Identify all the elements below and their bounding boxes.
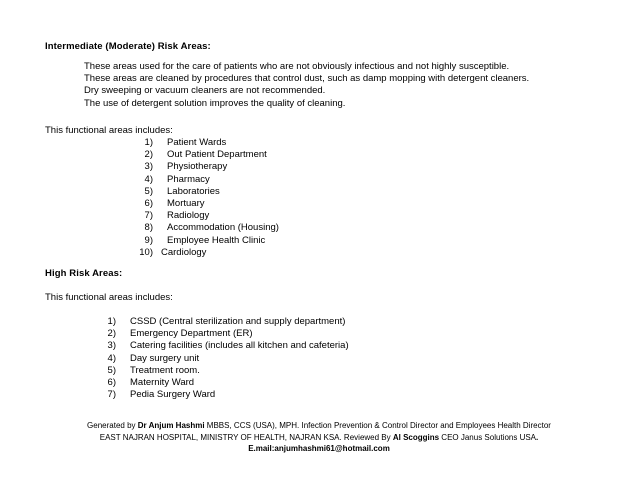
list-text: Pharmacy <box>167 173 210 185</box>
list-item <box>86 328 349 340</box>
footer-line <box>0 420 638 432</box>
list-text: Out Patient Department <box>167 149 267 161</box>
list-item <box>130 186 279 198</box>
description-line: These areas are cleaned by procedures that control dust, such as damp mopping with detergent cleaners. <box>84 73 530 85</box>
description-line: The use of detergent solution improves the quality of cleaning. <box>84 97 346 109</box>
list-number: 4) <box>107 352 116 364</box>
footer-text: EAST NAJRAN HOSPITAL, MINISTRY OF HEALTH, NAJRAN KSA. Reviewed By <box>99 432 393 442</box>
list-item <box>86 316 349 328</box>
list-number: 7) <box>144 210 153 222</box>
list-text: Laboratories <box>167 185 220 197</box>
list-number: 5) <box>107 364 116 376</box>
list-number: 1) <box>107 316 116 327</box>
footer-reviewer-title: CEO Janus Solutions USA <box>439 432 537 442</box>
intermediate-intro: This functional areas includes: <box>45 125 173 136</box>
intermediate-heading: Intermediate (Moderate) Risk Areas: <box>45 41 211 52</box>
list-number: 6) <box>144 198 153 210</box>
list-number: 10) <box>139 246 153 258</box>
list-item <box>86 340 349 352</box>
high-risk-heading: High Risk Areas: <box>45 268 123 279</box>
description-line: Dry sweeping or vacuum cleaners are not recommended. <box>84 85 326 97</box>
list-item <box>86 365 349 377</box>
list-number: 3) <box>144 161 153 173</box>
footer-email: E.mail:anjumhashmi61@hotmail.com <box>248 444 390 453</box>
list-number: 7) <box>107 389 116 401</box>
list-item <box>130 222 279 234</box>
list-number: 4) <box>144 173 153 185</box>
list-text: Employee Health Clinic <box>167 234 266 246</box>
list-number: 3) <box>107 340 116 352</box>
list-number: 5) <box>144 185 153 197</box>
list-text: Radiology <box>167 210 210 222</box>
list-text: Pedia Surgery Ward <box>130 389 216 401</box>
list-item <box>130 161 279 173</box>
list-item <box>86 377 349 389</box>
list-text: Physiotherapy <box>167 161 228 173</box>
list-item <box>130 137 279 149</box>
footer-author-credentials: MBBS, CCS (USA), MPH. Infection Prevention & Control Director and Employees Health Director <box>204 421 551 430</box>
list-number: 6) <box>107 377 116 389</box>
list-number: 2) <box>107 328 116 340</box>
list-text: Patient Wards <box>167 137 227 148</box>
list-text: Treatment room. <box>130 364 200 376</box>
list-item <box>130 174 279 186</box>
footer-reviewer: Al Scoggins <box>392 432 440 442</box>
list-number: 8) <box>144 222 153 234</box>
list-number: 2) <box>144 149 153 161</box>
high-risk-list <box>86 316 349 401</box>
list-number: 1) <box>144 137 153 148</box>
list-item <box>130 210 279 222</box>
list-text: Emergency Department (ER) <box>130 328 253 340</box>
list-text: Mortuary <box>167 198 205 210</box>
footer-author: Dr Anjum Hashmi <box>137 421 205 430</box>
list-text: Accommodation (Housing) <box>167 222 279 234</box>
intermediate-description <box>84 61 529 110</box>
intermediate-list <box>130 137 279 259</box>
footer-text: Generated by <box>87 421 138 430</box>
list-text: Day surgery unit <box>130 352 200 364</box>
list-text: Cardiology <box>161 246 207 258</box>
list-item <box>130 198 279 210</box>
footer-line <box>0 432 638 444</box>
list-text: CSSD (Central sterilization and supply department) <box>130 316 346 327</box>
list-item <box>130 149 279 161</box>
list-item <box>130 235 279 247</box>
description-line: These areas used for the care of patients who are not obviously infectious and not highly susceptible. <box>84 61 510 72</box>
list-text: Catering facilities (includes all kitchen and cafeteria) <box>130 340 349 352</box>
high-risk-intro: This functional areas includes: <box>45 292 173 303</box>
page-footer <box>0 420 638 455</box>
list-item <box>86 389 349 401</box>
footer-period: . <box>536 432 539 442</box>
list-item <box>86 353 349 365</box>
list-item <box>130 247 279 259</box>
list-text: Maternity Ward <box>130 377 195 389</box>
list-number: 9) <box>144 234 153 246</box>
